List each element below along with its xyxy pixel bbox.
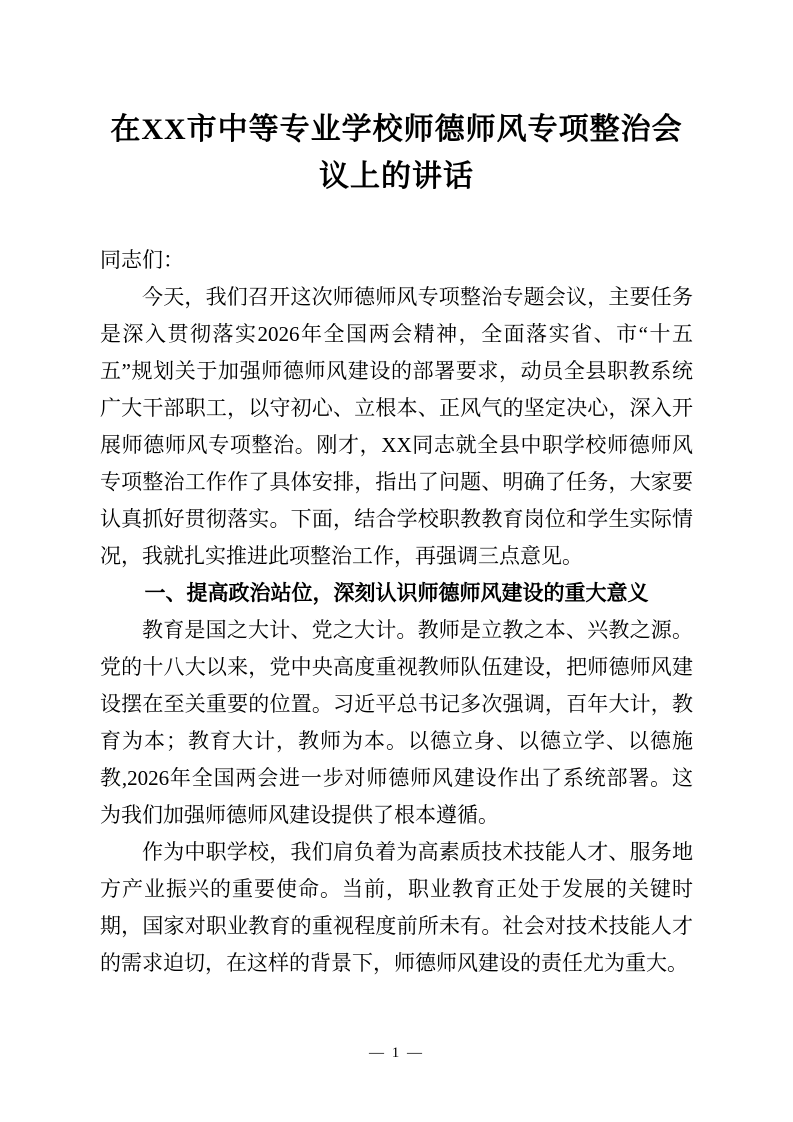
document-title: 在XX市中等专业学校师德师风专项整治会议上的讲话 — [110, 113, 683, 193]
paragraph-intro: 今天，我们召开这次师德师风专项整治专题会议，主要任务是深入贯彻落实2026年全国两会精神，全面落实省、市“十五五”规划关于加强师德师风建设的部署要求，动员全县职教系统广大干部职工，以守初心、立根本、正风气的坚定决心，深入开展师德师风专项整治。刚才，XX同志就全县中职学校师德师风专项整治工作作了具体安排，指出了问题、明确了任务，大家要认真抓好贯彻落实。下面，结合学校职教教育岗位和学生实际情况，我就扎实推进此项整治工作，再强调三点意见。 — [100, 285, 693, 568]
paragraph-education: 教育是国之大计、党之大计。教师是立教之本、兴教之源。党的十八大以来，党中央高度重视教师队伍建设，把师德师风建设摆在至关重要的位置。习近平总书记多次强调，百年大计，教育为本；教育大计，教师为本。以德立身、以德立学、以德施教,2026年全国两会进一步对师德师风建设作出了系统部署。这为我们加强师德师风建设提供了根本遵循。 — [100, 618, 693, 827]
paragraph-school-mission: 作为中职学校，我们肩负着为高素质技术技能人才、服务地方产业振兴的重要使命。当前，职业教育正处于发展的关键时期，国家对职业教育的重视程度前所未有。社会对技术技能人才的需求迫切，在这样的背景下，师德师风建设的责任尤为重大。 — [100, 840, 693, 975]
document-body — [100, 242, 693, 982]
section-heading: 一、提高政治站位，深刻认识师德师风建设的重大意义 — [144, 582, 649, 605]
salutation: 同志们： — [100, 248, 184, 272]
page-number: — 1 — — [369, 1045, 424, 1061]
